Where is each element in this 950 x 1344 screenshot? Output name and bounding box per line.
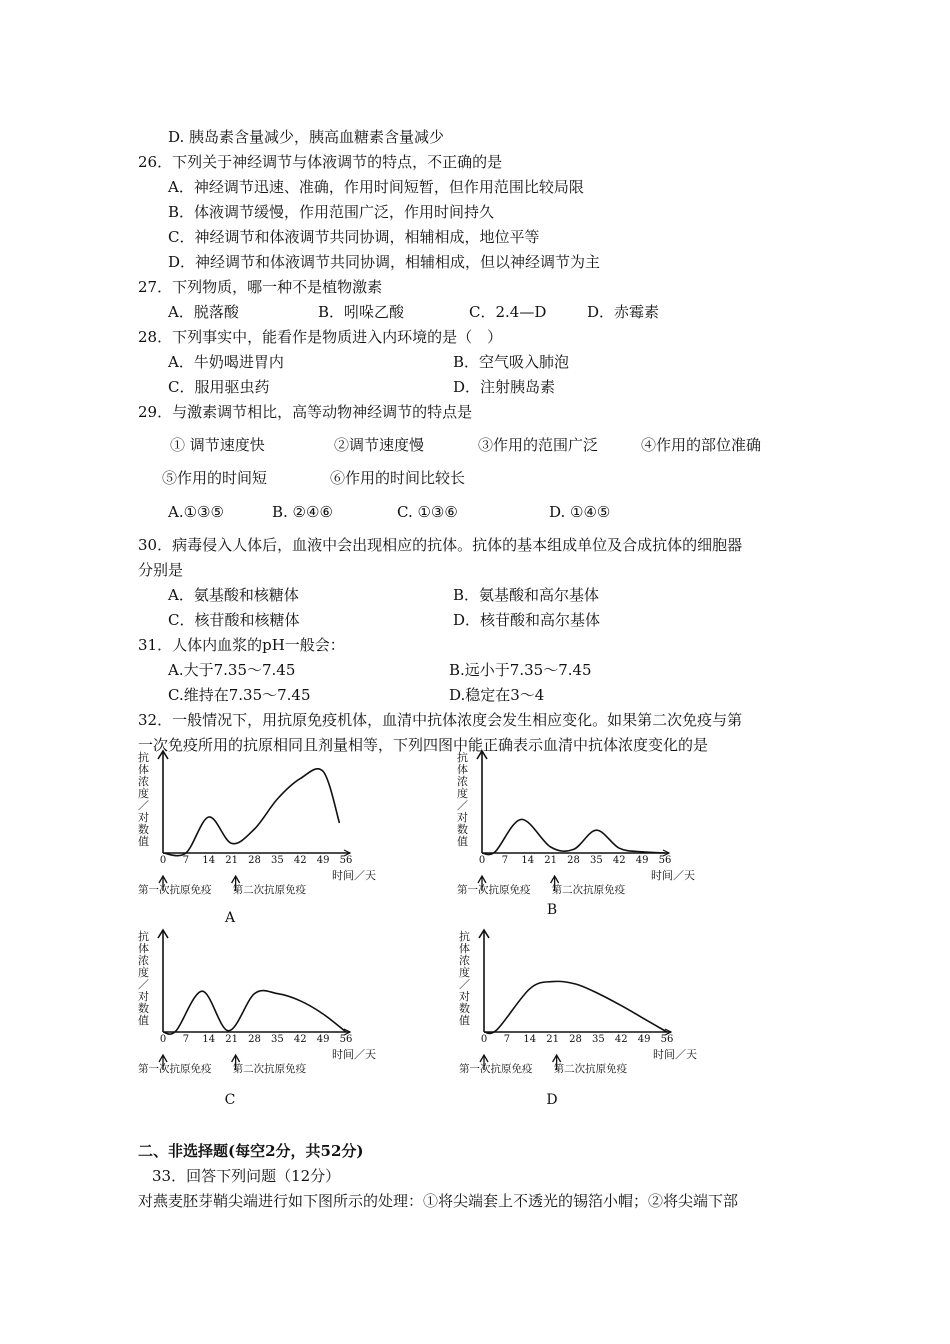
second-immunization-label: 第二次抗原免疫	[551, 884, 626, 896]
y-axis-label-char: 抗	[457, 751, 468, 764]
y-axis-label-char: 对	[138, 990, 149, 1003]
q32-stem-line2: 一次免疫所用的抗原相同且剂量相等，下列四图中能正确表示血清中抗体浓度变化的是	[138, 736, 709, 754]
x-tick-label: 21	[546, 1034, 559, 1045]
chart-title: D	[546, 1092, 558, 1108]
y-axis-label-char: 抗	[138, 930, 149, 943]
y-axis-label-char: 浓	[138, 954, 149, 967]
x-tick-label: 35	[271, 1034, 284, 1045]
x-tick-label: 56	[658, 855, 672, 866]
y-axis-label-char: 数	[459, 1002, 470, 1015]
y-axis-label-char: 抗	[138, 751, 149, 764]
x-tick-label: 21	[544, 855, 557, 866]
q30-option-a: A．氨基酸和核糖体	[168, 586, 299, 604]
y-axis-label-char: 体	[138, 763, 149, 776]
q33-line1: 对燕麦胚芽鞘尖端进行如下图所示的处理：①将尖端套上不透光的锡箔小帽；②将尖端下部	[138, 1192, 739, 1210]
x-tick-label: 28	[248, 1034, 261, 1045]
q26-stem: 26．下列关于神经调节与体液调节的特点，不正确的是	[138, 153, 503, 171]
q29-option-d: D. ①④⑤	[549, 503, 611, 521]
x-tick-label: 56	[339, 1034, 353, 1045]
y-axis-label-char: 值	[138, 1014, 149, 1027]
q29-item-4: ④作用的部位准确	[641, 436, 762, 454]
y-axis-label-char: 对	[138, 811, 149, 824]
y-axis-label-char: 度	[138, 787, 149, 800]
x-tick-label: 42	[614, 1034, 628, 1045]
x-tick-label: 49	[316, 855, 330, 866]
x-tick-label: 14	[521, 855, 535, 866]
q28-option-a: A．牛奶喝进胃内	[168, 353, 284, 371]
section-2-heading: 二、非选择题(每空2分，共52分)	[138, 1142, 364, 1160]
antibody-curve-C	[163, 991, 346, 1035]
q28-option-c: C．服用驱虫药	[168, 378, 270, 396]
antibody-curve-A	[163, 769, 339, 856]
q28-option-d: D．注射胰岛素	[453, 378, 556, 396]
x-tick-label: 7	[182, 855, 190, 866]
q26-option-a: A．神经调节迅速、准确，作用时间短暂，但作用范围比较局限	[168, 178, 584, 196]
q29-item-5: ⑤作用的时间短	[162, 469, 268, 487]
q30-stem-line2: 分别是	[138, 561, 184, 579]
y-axis-label-char: 度	[138, 966, 149, 979]
q31-option-b: B.远小于7.35～7.45	[449, 661, 592, 679]
second-immunization-label: 第二次抗原免疫	[232, 884, 307, 896]
x-tick-label: 7	[501, 855, 509, 866]
x-tick-label: 0	[159, 1034, 167, 1045]
chart-title: B	[546, 902, 558, 918]
q26-option-d: D．神经调节和体液调节共同协调，相辅相成，但以神经调节为主	[168, 253, 601, 271]
x-tick-label: 0	[480, 1034, 488, 1045]
y-axis-label-char: 数	[138, 1002, 149, 1015]
second-immunization-label: 第二次抗原免疫	[553, 1063, 628, 1075]
q31-stem: 31．人体内血浆的pH一般会：	[138, 636, 345, 654]
x-tick-label: 28	[569, 1034, 582, 1045]
y-axis-label-char: 度	[457, 787, 468, 800]
q32-stem-line1: 32．一般情况下，用抗原免疫机体，血清中抗体浓度会发生相应变化。如果第二次免疫与第	[138, 711, 743, 729]
q29-item-1: ① 调节速度快	[170, 436, 265, 454]
first-immunization-label: 第一次抗原免疫	[138, 1063, 212, 1075]
x-axis-label: 时间／天	[332, 1048, 376, 1061]
x-tick-label: 14	[202, 1034, 216, 1045]
x-tick-label: 42	[612, 855, 626, 866]
q29-stem: 29．与激素调节相比，高等动物神经调节的特点是	[138, 403, 473, 421]
q31-option-d: D.稳定在3～4	[449, 686, 545, 704]
y-axis-label-char: ／	[138, 978, 149, 991]
q30-stem-line1: 30．病毒侵入人体后，血液中会出现相应的抗体。抗体的基本组成单位及合成抗体的细胞器	[138, 536, 743, 554]
y-axis-label-char: 体	[459, 942, 470, 955]
x-tick-label: 49	[635, 855, 649, 866]
x-tick-label: 7	[182, 1034, 190, 1045]
q27-option-d: D．赤霉素	[587, 303, 660, 321]
antibody-curve-D	[484, 981, 667, 1033]
x-tick-label: 14	[523, 1034, 537, 1045]
x-tick-label: 56	[339, 855, 353, 866]
y-axis-label-char: ／	[459, 978, 470, 991]
y-axis-label-char: 值	[457, 835, 468, 848]
q28-stem: 28．下列事实中，能看作是物质进入内环境的是（ ）	[138, 328, 503, 346]
x-tick-label: 35	[271, 855, 284, 866]
antibody-curve-B	[482, 819, 665, 854]
y-axis-label-char: ／	[138, 799, 149, 812]
q27-option-a: A．脱落酸	[168, 303, 239, 321]
y-axis-label-char: 值	[459, 1014, 470, 1027]
y-axis-label-char: 对	[459, 990, 470, 1003]
q31-option-a: A.大于7.35～7.45	[168, 661, 296, 679]
q29-option-a: A.①③⑤	[168, 503, 224, 521]
x-tick-label: 21	[225, 855, 238, 866]
first-immunization-label: 第一次抗原免疫	[138, 884, 212, 896]
first-immunization-label: 第一次抗原免疫	[459, 1063, 533, 1075]
q29-item-3: ③作用的范围广泛	[478, 436, 599, 454]
x-tick-label: 35	[590, 855, 603, 866]
second-immunization-label: 第二次抗原免疫	[232, 1063, 307, 1075]
chart-title: A	[224, 910, 236, 926]
x-axis-label: 时间／天	[651, 869, 695, 882]
q30-option-d: D．核苷酸和高尔基体	[453, 611, 601, 629]
x-tick-label: 28	[567, 855, 580, 866]
y-axis-label-char: 浓	[138, 775, 149, 788]
x-tick-label: 0	[159, 855, 167, 866]
q31-option-c: C.维持在7.35～7.45	[168, 686, 311, 704]
q27-option-b: B．吲哚乙酸	[318, 303, 405, 321]
y-axis-label-char: 值	[138, 835, 149, 848]
x-tick-label: 49	[637, 1034, 651, 1045]
q30-option-c: C．核苷酸和核糖体	[168, 611, 300, 629]
chart-title: C	[224, 1092, 236, 1108]
q26-option-b: B．体液调节缓慢，作用范围广泛，作用时间持久	[168, 203, 495, 221]
q29-item-6: ⑥作用的时间比较长	[330, 469, 466, 487]
x-axis-label: 时间／天	[332, 869, 376, 882]
q33-stem: 33．回答下列问题（12分）	[152, 1167, 341, 1185]
x-tick-label: 35	[592, 1034, 605, 1045]
q29-option-b: B. ②④⑥	[272, 503, 333, 521]
x-tick-label: 14	[202, 855, 216, 866]
x-tick-label: 28	[248, 855, 261, 866]
q28-option-b: B．空气吸入肺泡	[453, 353, 570, 371]
y-axis-label-char: 度	[459, 966, 470, 979]
x-tick-label: 42	[293, 1034, 307, 1045]
x-tick-label: 42	[293, 855, 307, 866]
q27-stem: 27．下列物质，哪一种不是植物激素	[138, 278, 383, 296]
y-axis-label-char: 体	[457, 763, 468, 776]
y-axis-label-char: 抗	[459, 930, 470, 943]
q30-option-b: B．氨基酸和高尔基体	[453, 586, 600, 604]
y-axis-label-char: 浓	[457, 775, 468, 788]
x-tick-label: 21	[225, 1034, 238, 1045]
x-tick-label: 49	[316, 1034, 330, 1045]
x-tick-label: 56	[660, 1034, 674, 1045]
y-axis-label-char: ／	[457, 799, 468, 812]
y-axis-label-char: 浓	[459, 954, 470, 967]
y-axis-label-char: 数	[138, 823, 149, 836]
first-immunization-label: 第一次抗原免疫	[457, 884, 531, 896]
q29-item-2: ②调节速度慢	[334, 436, 425, 454]
q25-option-d: D. 胰岛素含量减少，胰高血糖素含量减少	[168, 128, 445, 146]
q27-option-c: C．2.4—D	[469, 303, 547, 321]
y-axis-label-char: 对	[457, 811, 468, 824]
y-axis-label-char: 数	[457, 823, 468, 836]
x-tick-label: 7	[503, 1034, 511, 1045]
y-axis-label-char: 体	[138, 942, 149, 955]
x-tick-label: 0	[478, 855, 486, 866]
q29-option-c: C. ①③⑥	[397, 503, 458, 521]
q26-option-c: C．神经调节和体液调节共同协调，相辅相成，地位平等	[168, 228, 540, 246]
x-axis-label: 时间／天	[653, 1048, 697, 1061]
